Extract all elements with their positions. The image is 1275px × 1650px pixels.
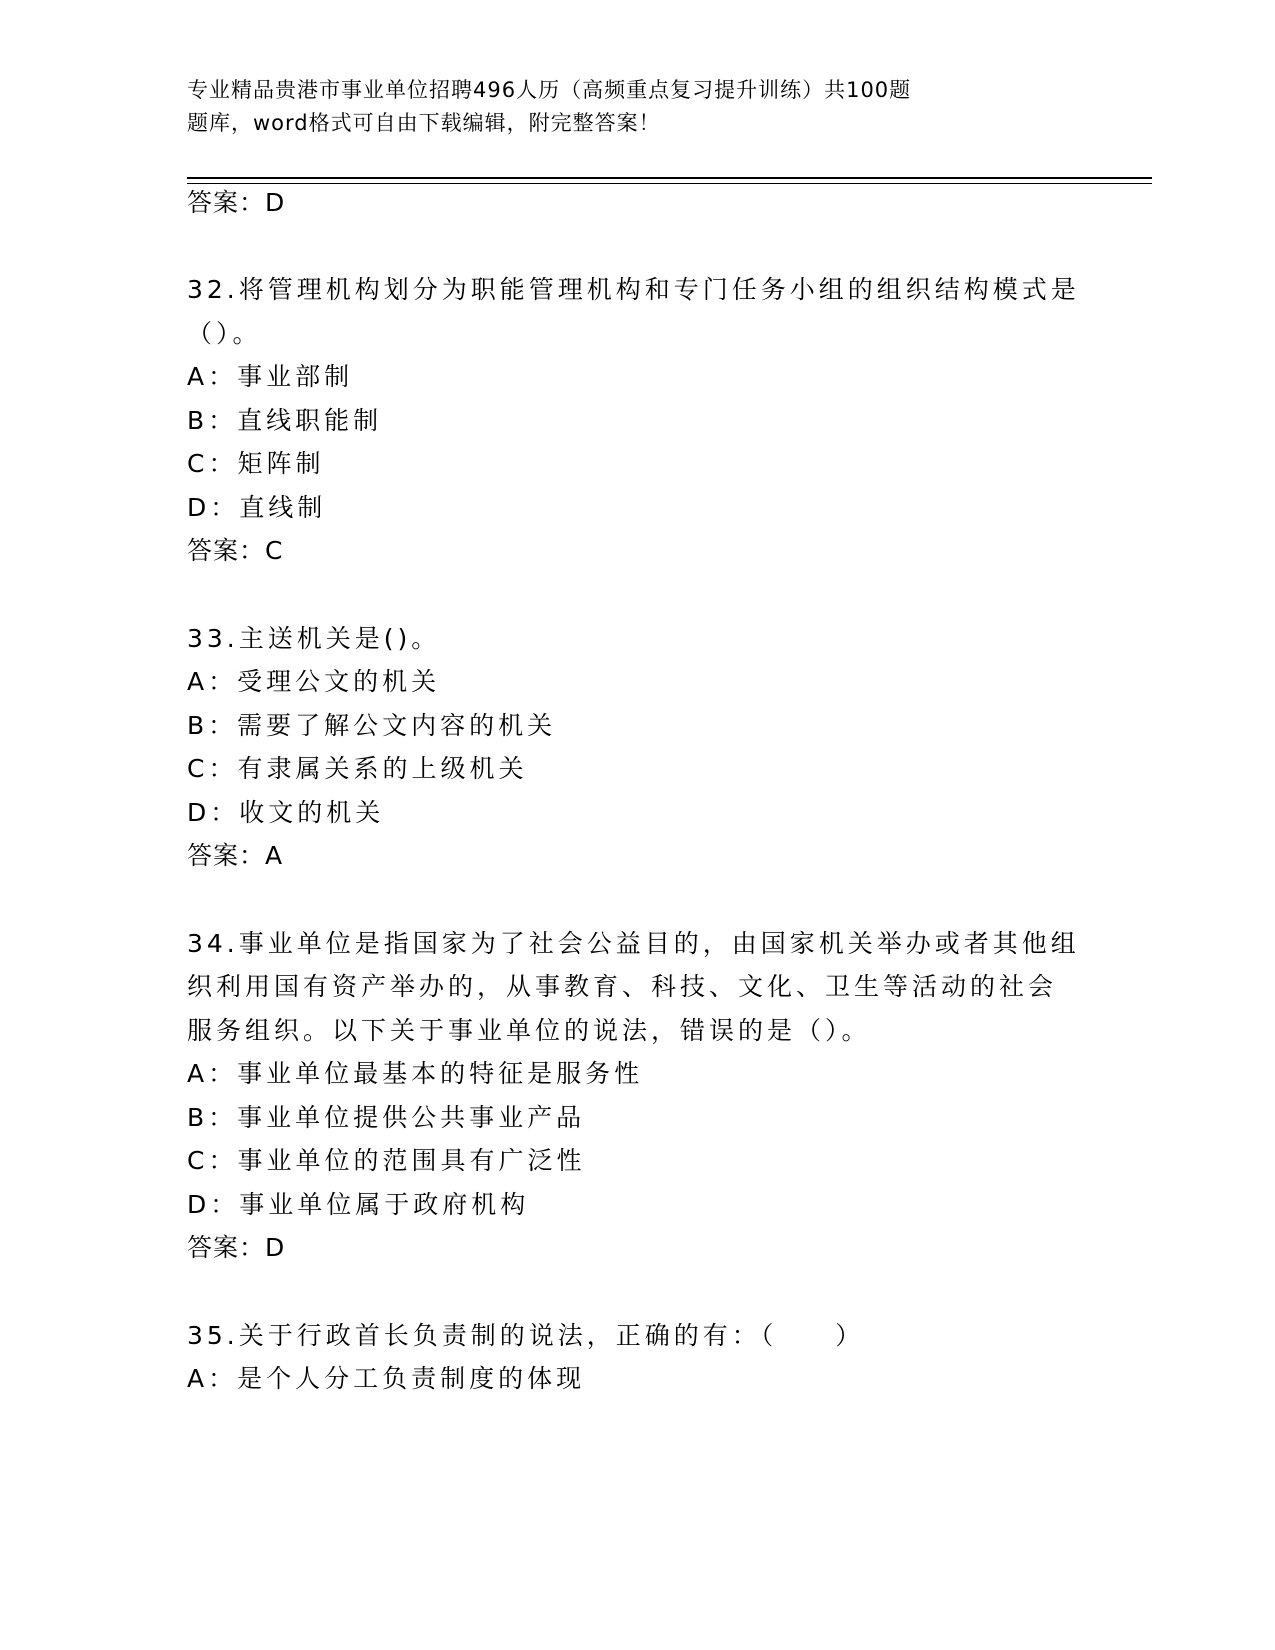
question-32-option-c: C：矩阵制 — [187, 449, 325, 478]
header-title-line-2: 题库，word格式可自由下载编辑，附完整答案！ — [187, 111, 661, 135]
question-35-option-a: A：是个人分工负责制度的体现 — [187, 1364, 586, 1393]
question-34-option-a: A：事业单位最基本的特征是服务性 — [187, 1059, 644, 1088]
question-32-answer: 答案：C — [187, 536, 284, 565]
question-33-answer: 答案：A — [187, 841, 284, 870]
question-32-stem-line-1: 32.将管理机构划分为职能管理机构和专门任务小组的组织结构模式是 — [187, 275, 1080, 304]
question-34-option-d: D：事业单位属于政府机构 — [187, 1190, 530, 1219]
question-33-option-b: B：需要了解公文内容的机关 — [187, 711, 557, 740]
question-33-stem-line-1: 33.主送机关是()。 — [187, 624, 441, 653]
header-divider — [187, 177, 1152, 179]
question-35-stem-line-1: 35.关于行政首长负责制的说法，正确的有：（ ） — [187, 1321, 865, 1350]
question-34-stem-line-2: 织利用国有资产举办的，从事教育、科技、文化、卫生等活动的社会 — [187, 972, 1058, 1001]
question-34-stem-line-3: 服务组织。以下关于事业单位的说法，错误的是（）。 — [187, 1016, 871, 1045]
question-34-option-c: C：事业单位的范围具有广泛性 — [187, 1146, 586, 1175]
question-34-answer: 答案：D — [187, 1233, 286, 1262]
page-header — [187, 74, 1027, 140]
header-divider-thin — [187, 183, 1152, 184]
header-title-line-1: 专业精品贵港市事业单位招聘496人历（高频重点复习提升训练）共100题 — [187, 78, 912, 102]
question-32-option-b: B：直线职能制 — [187, 406, 383, 435]
question-32-option-d: D：直线制 — [187, 493, 327, 522]
answer-previous: 答案：D — [187, 188, 286, 217]
question-32-stem-line-2: （）。 — [187, 319, 262, 348]
question-33-option-c: C：有隶属关系的上级机关 — [187, 754, 528, 783]
question-34-option-b: B：事业单位提供公共事业产品 — [187, 1103, 586, 1132]
question-32-option-a: A：事业部制 — [187, 362, 354, 391]
question-33-option-d: D：收文的机关 — [187, 798, 385, 827]
question-34-stem-line-1: 34.事业单位是指国家为了社会公益目的，由国家机关举办或者其他组 — [187, 929, 1080, 958]
question-33-option-a: A：受理公文的机关 — [187, 667, 441, 696]
